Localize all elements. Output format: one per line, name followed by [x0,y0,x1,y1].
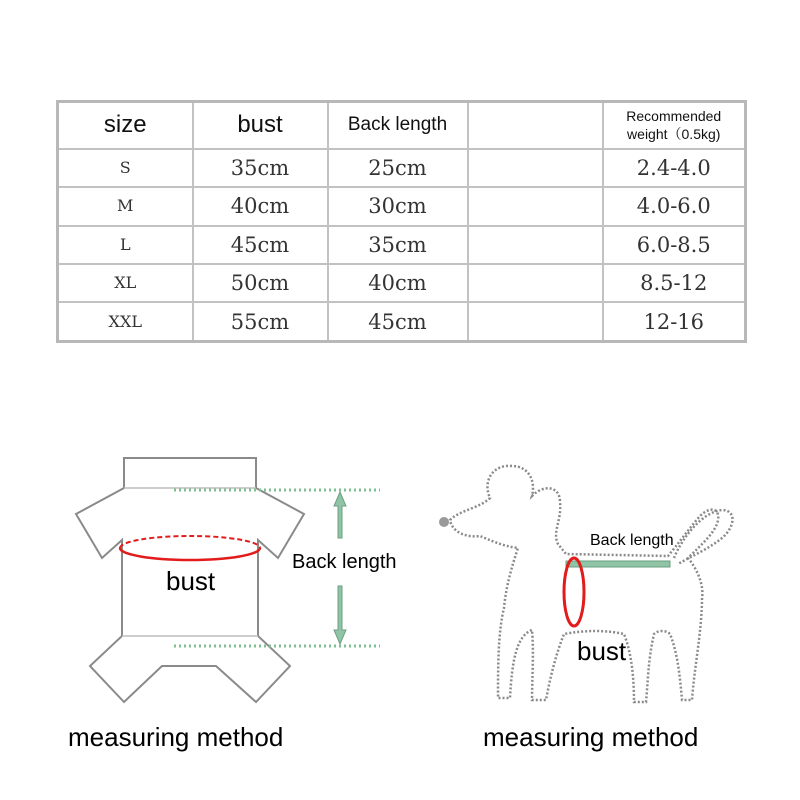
dog-nose [439,517,449,527]
cell-weight: 2.4-4.0 [636,155,711,180]
table-row [58,302,746,341]
cell-back-length: 35cm [368,232,427,257]
cell-size: S [119,157,131,177]
table-header-row [58,102,746,149]
cell-bust: 55cm [230,309,290,334]
garment-bust-label: bust [166,566,216,596]
cell-bust: 50cm [230,271,290,296]
cell-bust: 35cm [230,155,290,180]
cell-size: XXL [108,311,142,331]
cell-bust: 45cm [230,232,290,257]
header-weight [603,102,746,149]
cell-back-length: 25cm [368,155,427,180]
header-bust [193,102,328,149]
header-weight-line1: Recommended [626,108,722,125]
header-size [58,102,193,149]
cell-weight: 8.5-12 [640,271,708,296]
garment-back-length-label: Back length [292,551,397,573]
table-row [58,187,746,225]
cell-back-length: 40cm [368,271,427,296]
dog-back-length-label: Back length [590,532,674,549]
cell-weight: 4.0-6.0 [636,194,711,219]
cell-back-length: 30cm [368,194,427,219]
header-size-text: size [103,111,147,139]
header-weight-line2: weight（0.5kg) [627,126,721,143]
table-row [58,149,746,187]
cell-back-length: 45cm [368,309,427,334]
table-row [58,226,746,264]
dog-measuring-diagram [420,440,800,720]
cell-size: XL [114,273,137,293]
dog-caption: measuring method [483,722,699,752]
table-row [58,264,746,302]
cell-bust: 40cm [230,194,290,219]
header-bust-text: bust [237,111,283,139]
dog-bust-label: bust [577,636,627,666]
garment-caption: measuring method [68,722,284,752]
cell-weight: 12-16 [643,309,705,334]
dog-bust-loop [564,558,584,626]
garment-measuring-diagram [40,440,420,720]
header-back-length [328,102,468,149]
back-length-arrow-down [334,586,346,644]
header-back-length-text: Back length [347,114,448,136]
header-empty [468,102,603,149]
cell-size: M [117,196,134,216]
back-length-arrow-up [334,492,346,538]
cell-size: L [119,234,131,254]
cell-weight: 6.0-8.5 [636,232,711,257]
size-chart-table [56,100,747,343]
